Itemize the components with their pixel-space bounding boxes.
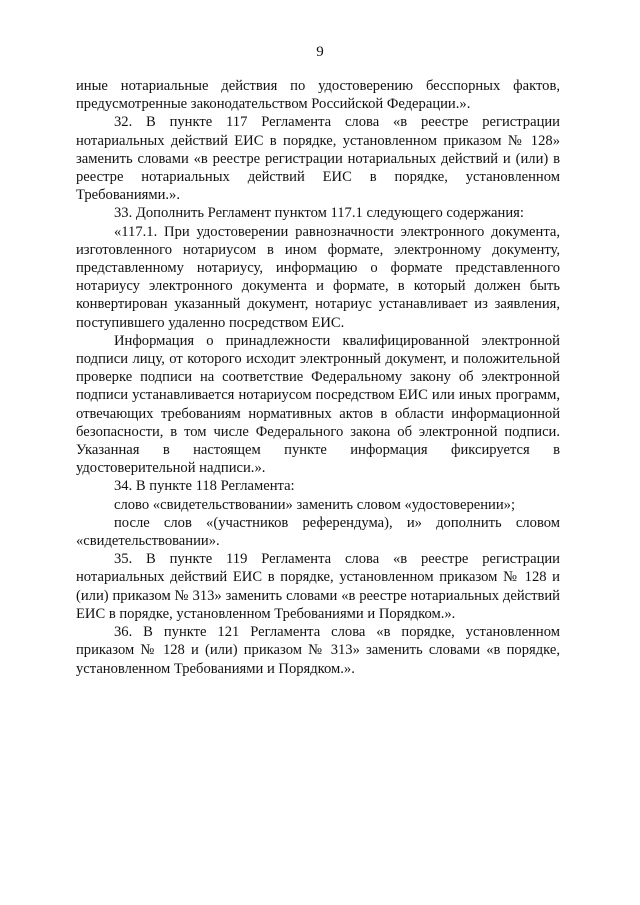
paragraph-item-32: 32. В пункте 117 Регламента слова «в реестре регистрации нотариальных действий ЕИС в порядке, установленном приказом № 128» заменить словами «в реестре регистрации нотариальных действий и (или) в реестре нотариальных действий ЕИС в порядке, установленном Требованиями.». <box>76 114 560 204</box>
paragraph-item-117-1: «117.1. При удостоверении равнозначности электронного документа, изготовленного нотариусом в ином формате, электронному документу, представленному нотариусу, информацию о формате представленного нотариусу электронного документа и формате, в который должен быть конвертирован указанный документ, нотариус устанавливает из заявления, поступившего удаленно посредством ЕИС. <box>76 223 560 331</box>
paragraph-item-33: 33. Дополнить Регламент пунктом 117.1 следующего содержания: <box>114 205 524 222</box>
paragraph-signature-info: Информация о принадлежности квалифицированной электронной подписи лицу, от которого исходит электронный документ, и положительной проверке подписи на соответствие Федеральному закону об электронной подписи устанавливается нотариусом посредством ЕИС или иных программ, отвечающих требованиям нормативных актов в области информационной безопасности, в том числе Федерального закона об электронной подписи. Указанная в настоящем пункте информация фиксируется в удостоверительной надписи.». <box>76 332 560 477</box>
paragraph-item-34-replace: слово «свидетельствовании» заменить словом «удостоверении»; <box>114 496 516 513</box>
page-number: 9 <box>316 44 324 60</box>
paragraph-item-34: 34. В пункте 118 Регламента: <box>114 478 295 495</box>
paragraph-item-34-add: после слов «(участников референдума), и» дополнить словом «свидетельствовании». <box>76 514 560 550</box>
paragraph-item-36: 36. В пункте 121 Регламента слова «в порядке, установленном приказом № 128 и (или) приказом № 313» заменить словами «в порядке, установленном Требованиями и Порядком.». <box>76 624 560 677</box>
document-body <box>76 77 560 678</box>
paragraph-item-35: 35. В пункте 119 Регламента слова «в реестре регистрации нотариальных действий ЕИС в порядке, установленном приказом № 128 и (или) приказом № 313» заменить словами «в реестре нотариальных действий ЕИС в порядке, установленном Требованиями и Порядком.». <box>76 551 560 622</box>
paragraph-continuation: иные нотариальные действия по удостоверению бесспорных фактов, предусмотренные законодательством Российской Федерации.». <box>76 78 560 113</box>
